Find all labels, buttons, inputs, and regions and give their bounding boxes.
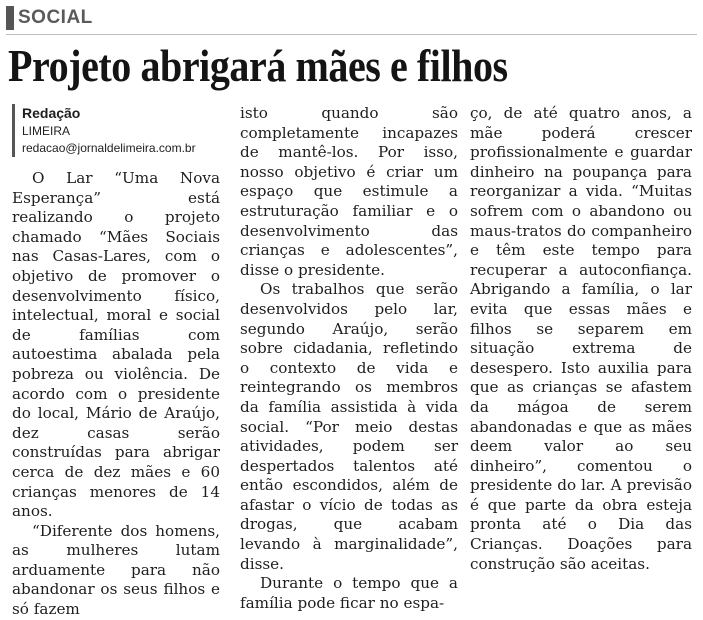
paragraph: “Diferente dos homens, as mulheres lutam arduamente para não abandonar os seus filhos e só fazem xyxy=(12,521,220,619)
article-column-2 xyxy=(240,104,458,613)
paragraph: O Lar “Uma Nova Esperança” está realizando o projeto chamado “Mães Sociais nas Casas-Lares, com o objetivo de promover o desenvolvimento físico, intelectual, moral e social de famílias com autoestima abalada pela pobreza ou violência. De acordo com o presidente do local, Mário de Araújo, dez casas serão construídas para abrigar cerca de dez mães e 60 crianças menores de 14 anos. xyxy=(12,169,220,521)
section-header xyxy=(6,4,93,32)
paragraph: isto quando são completamente incapazes de mantê-los. Por isso, nosso objetivo é criar um espaço que estimule a estruturação familiar e o desenvolvimento das crianças e adolescentes”, disse o presidente. xyxy=(240,104,458,279)
section-label: SOCIAL xyxy=(18,7,93,28)
byline-city: LIMEIRA xyxy=(22,124,71,138)
article-column-1 xyxy=(12,104,220,620)
section-marker xyxy=(6,6,14,30)
paragraph: ço, de até quatro anos, a mãe poderá crescer profissionalmente e guardar dinheiro na poupança para reorganizar a vida. “Muitas sofrem com o abandono ou maus-tratos do companheiro e têm este tempo para recuperar a autoconfiança. Abrigando a família, o lar evita que essas mães e filhos se separem em situação extrema de desespero. Isto auxilia para que as crianças se afastem da mágoa de serem abandonadas e que as mães deem valor ao seu dinheiro”, comentou o presidente do lar. A previsão é que parte da obra esteja pronta até o Dia das Crianças. Doações para construção são aceitas. xyxy=(470,104,692,573)
article-column-3 xyxy=(470,104,692,574)
section-divider xyxy=(6,34,697,35)
byline-email[interactable]: redacao@jornaldelimeira.com.br xyxy=(22,141,196,155)
paragraph: Os trabalhos que serão desenvolvidos pelo lar, segundo Araújo, serão sobre cidadania, refletindo o contexto de vida e reintegrando os membros da família assistida à vida social. “Por meio destas atividades, podem ser despertados talentos até então escondidos, além de afastar o vício de todas as drogas, que acabam levando à marginalidade”, disse. xyxy=(240,280,458,573)
byline-author: Redação xyxy=(22,105,81,121)
byline xyxy=(12,104,220,157)
paragraph: Durante o tempo que a família pode ficar no espa- xyxy=(240,574,458,612)
headline: Projeto abrigará mães e filhos xyxy=(8,40,508,91)
